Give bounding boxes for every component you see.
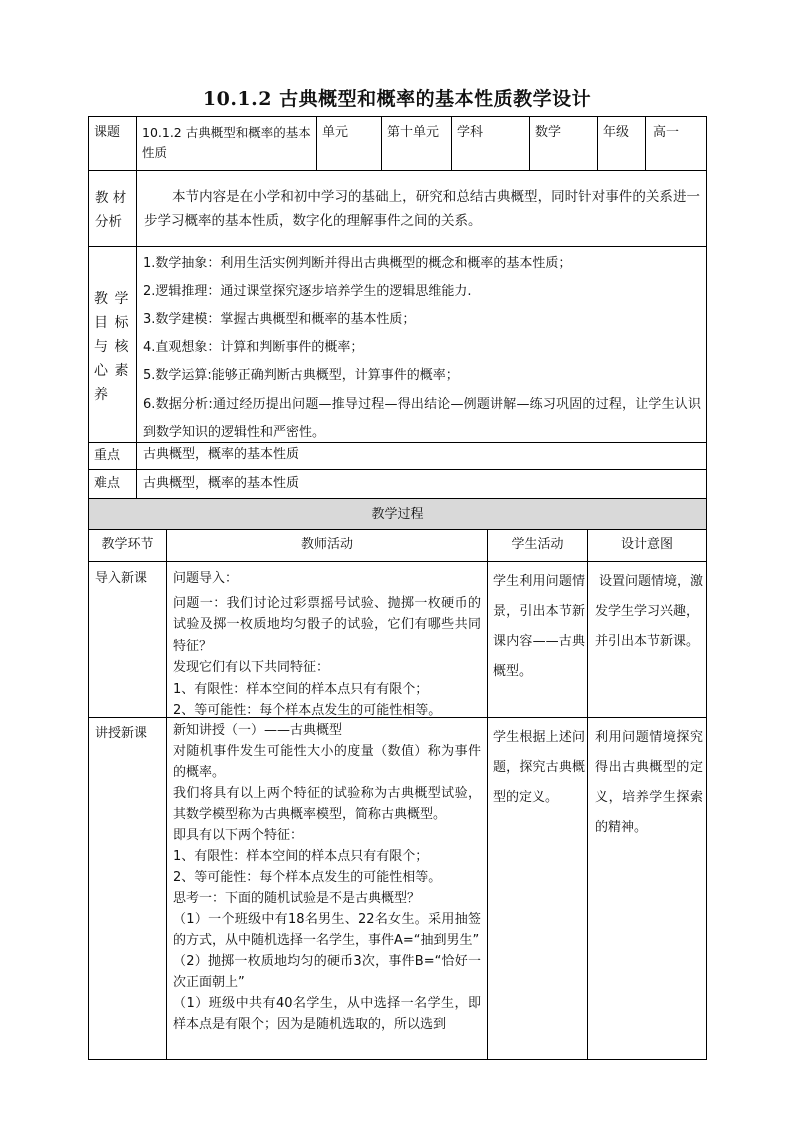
difficulty-label: 难点: [94, 476, 121, 491]
col-header-teacher: 教师活动: [300, 537, 353, 552]
row-divider: [89, 529, 706, 530]
col-divider: [645, 117, 646, 170]
teacher-line: （1）班级中共有40名学生，从中选择一名学生，即样本点是有限个；因为是随机选取的，所以选到: [173, 996, 481, 1032]
literacy-list: [143, 251, 701, 447]
col-header-intent: 设计意图: [620, 537, 673, 552]
lesson-plan-table: [88, 116, 707, 1060]
design-intent: 利用问题情境探究得出古典概型的定义，培养学生探索的精神。: [595, 730, 703, 835]
col-divider: [597, 117, 598, 170]
col-divider: [451, 117, 452, 170]
teacher-line: 我们将具有以上两个特征的试验称为古典概型试验，其数学模型称为古典概率模型，简称古典概型。: [173, 786, 481, 822]
student-activity: 学生根据上述问题，探究古典概型的定义。: [493, 730, 585, 805]
teacher-line: （1）一个班级中有18名男生、22名女生。采用抽签的方式，从中随机选择一名学生，事件A=“抽到男生”: [173, 912, 481, 948]
row-divider: [89, 246, 706, 247]
step-cell: 讲授新课: [95, 726, 148, 741]
teacher-line: 思考一：下面的随机试验是不是古典概型？: [173, 891, 421, 906]
subject-label: 学科: [457, 125, 484, 140]
col-divider: [587, 529, 588, 1059]
col-divider: [316, 117, 317, 170]
literacy-item: 1.数学抽象：利用生活实例判断并得出古典概型的概念和概率的基本性质；: [143, 256, 572, 271]
teacher-line: 2、等可能性：每个样本点发生的可能性相等。: [173, 703, 442, 718]
topic-label: 课题: [94, 125, 121, 140]
difficulty-text: 古典概型，概率的基本性质: [143, 476, 300, 491]
row-divider: [89, 170, 706, 171]
literacy-item: 4.直观想象：计算和判断事件的概率；: [143, 340, 364, 355]
literacy-item: 3.数学建模：掌握古典概型和概率的基本性质；: [143, 312, 416, 327]
teacher-line: 新知讲授（一）——古典概型: [173, 723, 343, 738]
col-divider: [487, 529, 488, 1059]
document-title: 10.1.2 古典概型和概率的基本性质教学设计: [202, 88, 592, 110]
teacher-line: 对随机事件发生可能性大小的度量（数值）称为事件的概率。: [173, 744, 481, 780]
key-point-label: 重点: [94, 448, 121, 463]
col-header-step: 教学环节: [101, 537, 154, 552]
design-intent: 设置问题情境，激发学生学习兴趣，并引出本节新课。: [595, 574, 704, 649]
teacher-line: 问题一：我们讨论过彩票摇号试验、抛掷一枚硬币的试验及掷一枚质地均匀骰子的试验，它们有哪些共同特征？: [173, 595, 481, 654]
teacher-line: 发现它们有以下共同特征：: [173, 660, 330, 675]
row-divider: [89, 498, 706, 499]
grade-label: 年级: [603, 125, 630, 140]
teacher-line: 1、有限性：样本空间的样本点只有有限个；: [173, 681, 429, 697]
teacher-line: 1、有限性：样本空间的样本点只有有限个；: [173, 849, 429, 864]
col-divider: [136, 117, 137, 499]
col-header-student: 学生活动: [511, 537, 564, 552]
literacy-label: 教 学 目 标 与 核 心 素 养: [94, 291, 130, 403]
col-divider: [529, 117, 530, 170]
unit-label: 单元: [322, 125, 349, 140]
process-heading: 教学过程: [371, 507, 424, 522]
key-point-text: 古典概型，概率的基本性质: [143, 447, 300, 462]
student-activity: 学生利用问题情景，引出本节新课内容——古典概型。: [493, 574, 585, 679]
subject-value: 数学: [535, 125, 562, 140]
teacher-line: 即具有以下两个特征：: [173, 828, 304, 843]
literacy-item: 2.逻辑推理：通过课堂探究逐步培养学生的逻辑思维能力.: [143, 284, 472, 299]
teacher-line: （2）抛掷一枚质地均匀的硬币3次，事件B=“恰好一次正面朝上”: [173, 954, 481, 990]
row-divider: [89, 469, 706, 470]
analysis-label: 教 材 分析: [95, 190, 127, 230]
col-divider: [381, 117, 382, 170]
col-divider: [166, 529, 167, 1059]
row-divider: [89, 561, 706, 562]
teacher-line: 问题导入：: [173, 571, 239, 586]
unit-value: 第十单元: [387, 125, 440, 140]
literacy-item: 6.数据分析:通过经历提出问题—推导过程—得出结论—例题讲解—练习巩固的过程，让学生认识到数学知识的逻辑性和严密性。: [143, 397, 701, 440]
teacher-line: 2、等可能性：每个样本点发生的可能性相等。: [173, 870, 442, 885]
analysis-text: 本节内容是在小学和初中学习的基础上，研究和总结古典概型，同时针对事件的关系进一步学习概率的基本性质，数字化的理解事件之间的关系。: [144, 189, 700, 229]
teacher-activity: [173, 568, 481, 722]
step-cell: 导入新课: [95, 571, 148, 586]
literacy-item: 5.数学运算:能够正确判断古典概型，计算事件的概率；: [143, 368, 459, 383]
teacher-activity: [173, 720, 481, 1035]
grade-value: 高一: [653, 125, 680, 140]
topic-value: 10.1.2 古典概型和概率的基本性质: [142, 125, 311, 160]
